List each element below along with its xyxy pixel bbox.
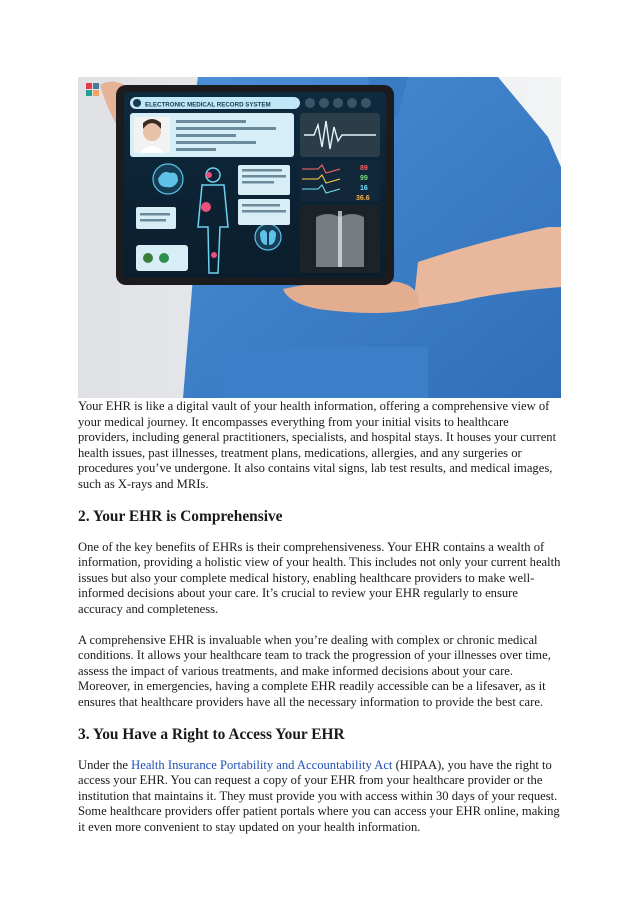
hipaa-text-before: Under the [78,757,132,772]
heading-right-to-access: 3. You Have a Right to Access Your EHR [78,725,345,743]
paragraph-comprehensiveness: One of the key benefits of EHRs is their comprehensiveness. Your EHR contains a wealth of information, providing a holistic view of your health. This includes not only your current health issues but also your complete medical history, enabling healthcare providers to make well-informed decisions about your care. It’s crucial to review your EHR regularly to ensure accuracy and completeness. [78,539,561,616]
paragraph-chronic-conditions: A comprehensive EHR is invaluable when you’re dealing with complex or chronic medical conditions. It allows your healthcare team to track the progression of your illnesses over time, assess the impact of various treatments, and make informed decisions about your care. Moreover, in emergencies, having a complete EHR readily accessible can be a lifesaver, as it ensures that healthcare providers have all the necessary information to provide the best care. [78,632,551,709]
vital-heart-rate: 89 [360,165,368,172]
vital-spo2: 99 [360,175,368,182]
heart-icon [143,253,153,263]
vital-resp: 16 [360,185,368,192]
lungs-icon [255,224,281,250]
hipaa-link[interactable]: Health Insurance Portability and Accountability Act [131,757,393,772]
vital-temp: 36.6 [356,195,370,202]
paragraph-ehr-vault: Your EHR is like a digital vault of your health information, offering a comprehensive view of your medical journey. It encompasses everything from your initial visits to healthcare providers, including general practitioners, specialists, and hospital stays. It houses your current health issues, past illnesses, treatment plans, medications, allergies, and any surgeries or procedures you’ve undergone. It also contains vital signs, lab test results, and medical images, such as X-rays and MRIs. [78,399,557,491]
article-body [78,399,562,835]
screen-title: ELECTRONIC MEDICAL RECORD SYSTEM [145,101,271,109]
paragraph-hipaa [78,758,562,836]
heading-comprehensive: 2. Your EHR is Comprehensive [78,507,283,525]
hipaa-text-after: (HIPAA), you have the right to access your EHR. You can request a copy of your EHR from your healthcare provider or the institution that maintains it. They must provide you with access within 30 days of your request. Some healthcare providers offer patient portals where you can access your EHR online, making it even more convenient to stay updated on your health information. [78,757,560,834]
ehr-tablet-illustration [78,77,561,398]
hero-image [78,77,561,398]
